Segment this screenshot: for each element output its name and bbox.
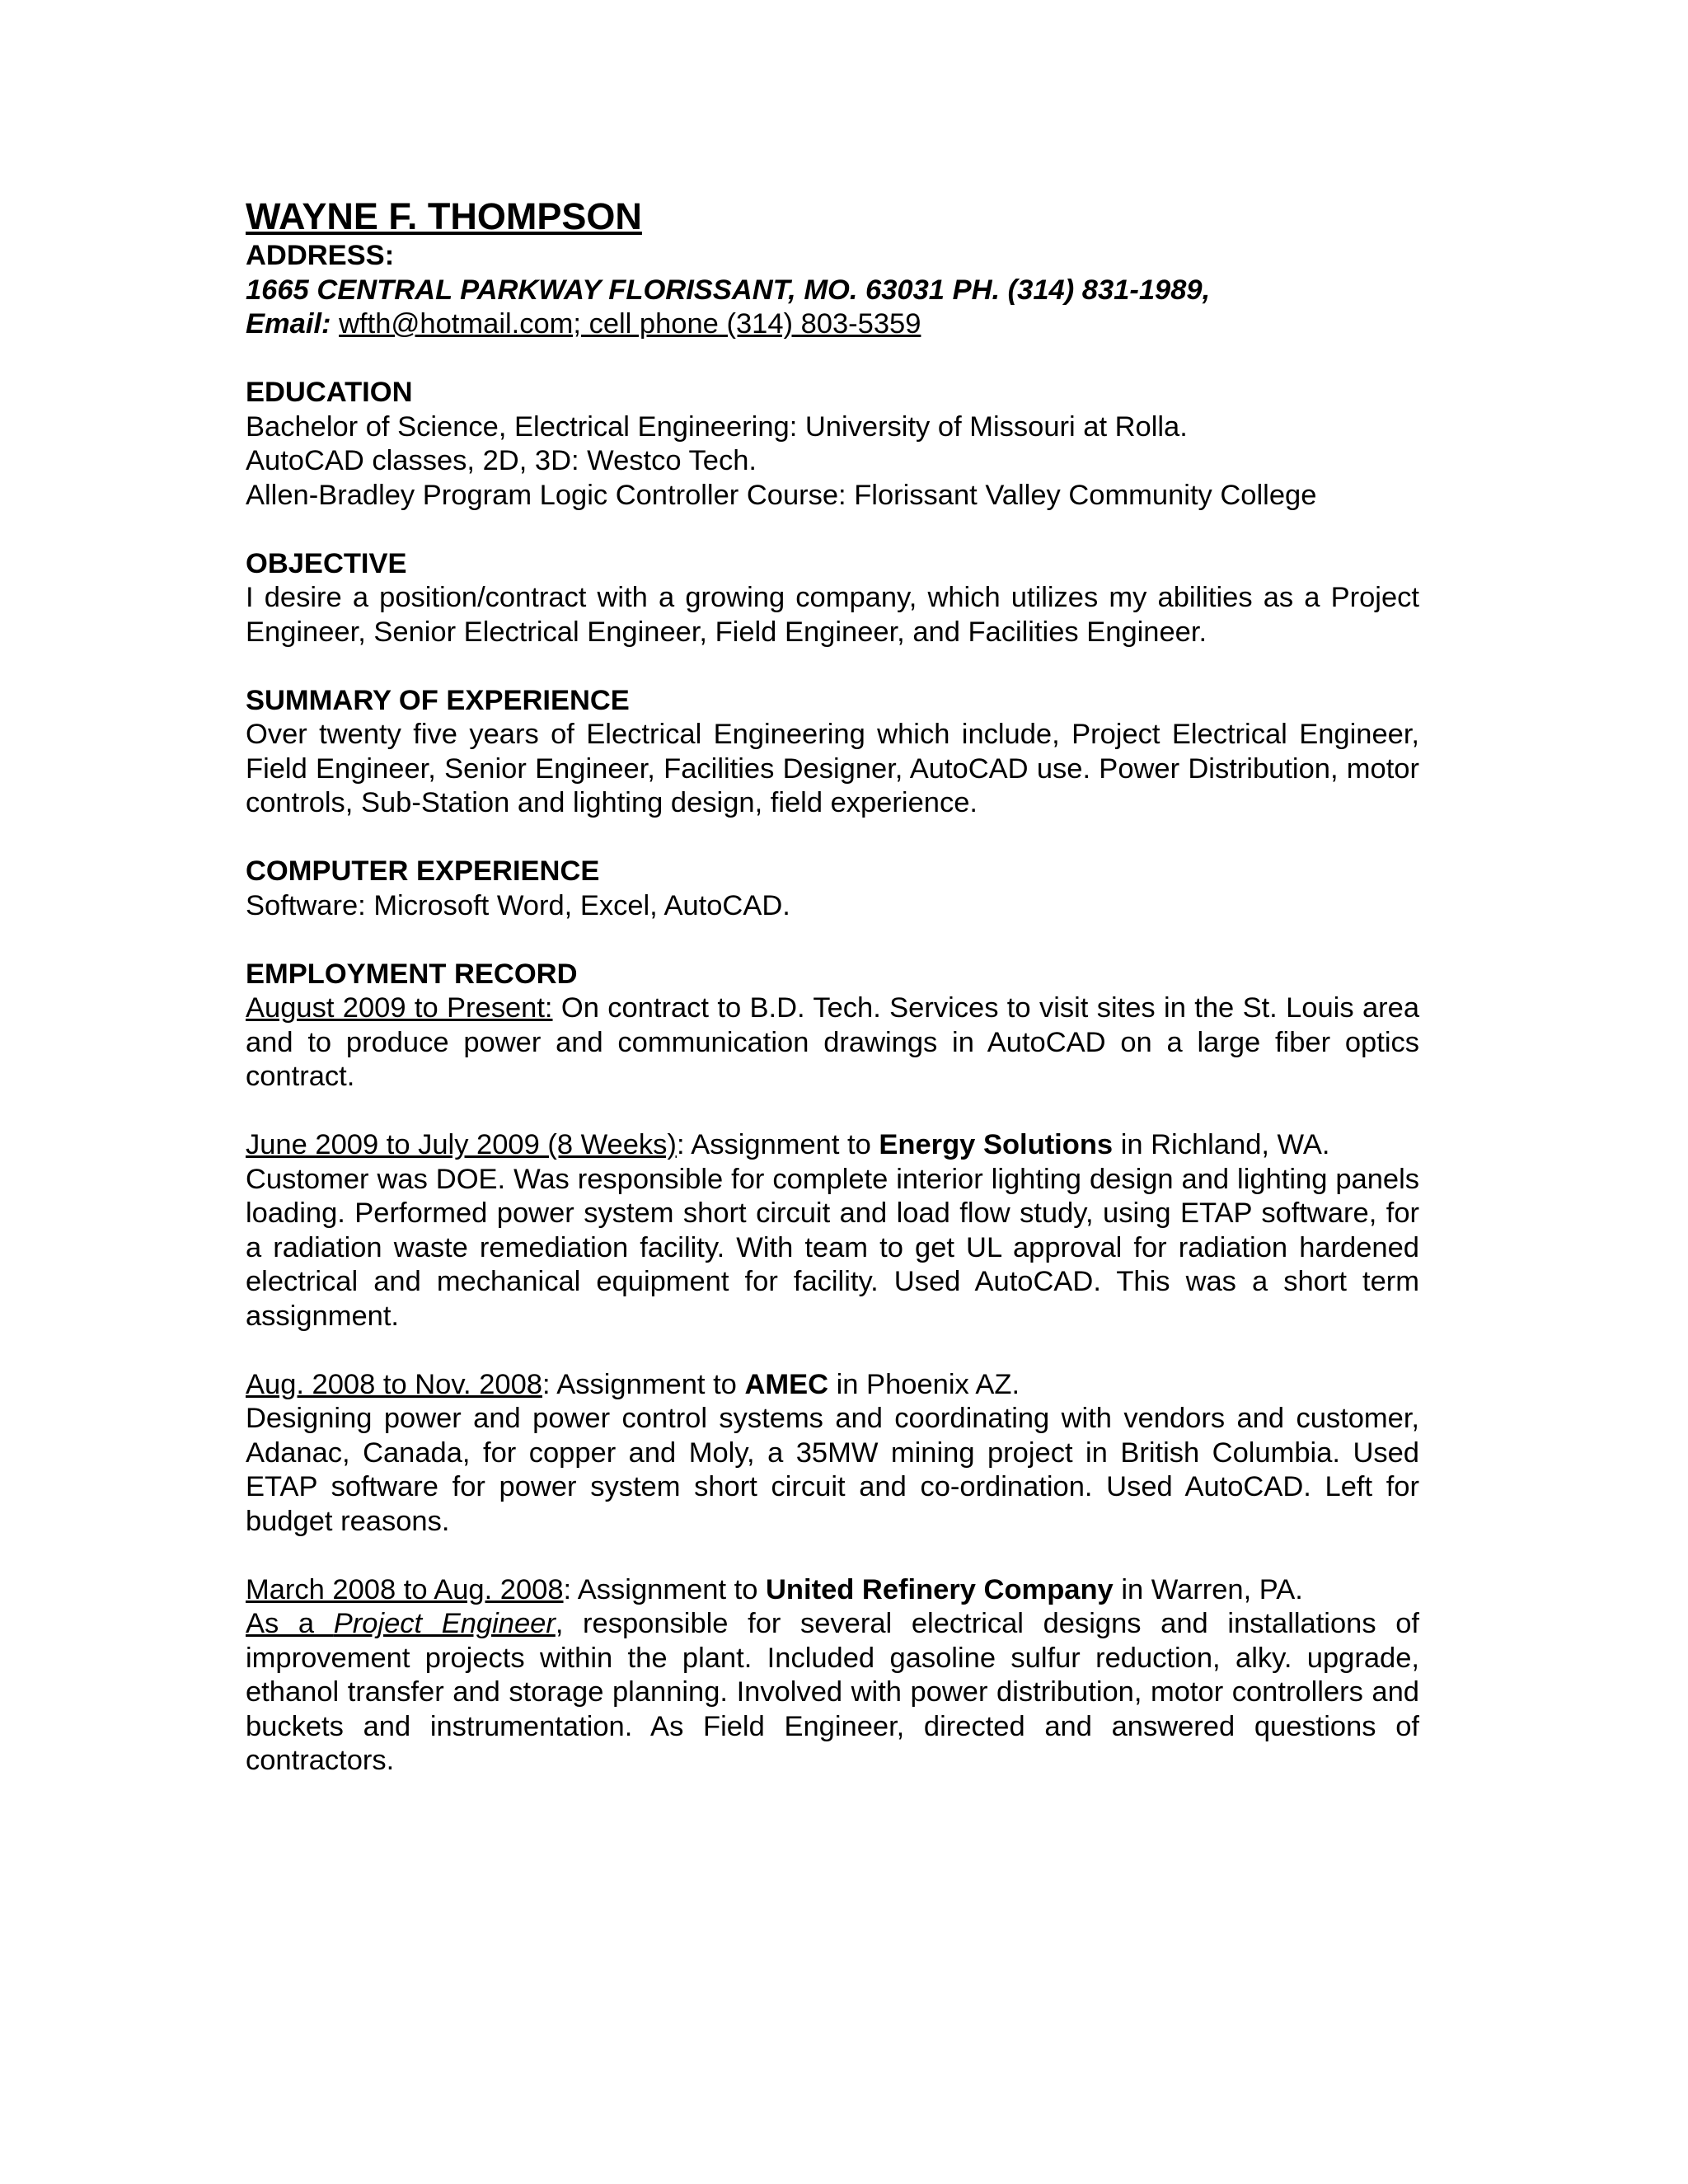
education-item: AutoCAD classes, 2D, 3D: Westco Tech. [246, 445, 757, 476]
job-title-line [246, 1128, 1419, 1163]
email-row [246, 307, 1419, 342]
job-dates: Aug. 2008 to Nov. 2008 [246, 1368, 542, 1400]
resume-header [246, 194, 1419, 342]
job-entry [246, 1573, 1419, 1779]
job-entry [246, 1368, 1419, 1540]
job-location: in Phoenix AZ. [828, 1368, 1020, 1400]
job-intro: : Assignment to [676, 1129, 879, 1160]
address-label: ADDRESS: [246, 240, 395, 271]
job-dates: March 2008 to Aug. 2008 [246, 1573, 564, 1605]
summary-section [246, 684, 1419, 821]
email-contact-link[interactable]: wfth@hotmail.com; cell phone (314) 803-5359 [339, 308, 921, 340]
summary-heading: SUMMARY OF EXPERIENCE [246, 684, 630, 716]
job-paragraph [246, 1607, 1419, 1779]
computer-text: Software: Microsoft Word, Excel, AutoCAD. [246, 889, 790, 921]
job-text: Designing power and power control systems and coordinating with vendors and customer, Adanac, Canada, for copper and Moly, a 35MW mining project in British Columbia. Used ETAP software for power system short circuit and co-ordination. Used AutoCAD. Left for budget reasons. [246, 1403, 1419, 1537]
objective-text: I desire a position/contract with a growing company, which utilizes my abilities as a Project Engineer, Senior Electrical Engineer, Field Engineer, and Facilities Engineer. [246, 582, 1419, 648]
job-paragraph [246, 991, 1419, 1094]
address-line: 1665 CENTRAL PARKWAY FLORISSANT, MO. 63031 PH. (314) 831-1989, [246, 274, 1211, 306]
objective-heading: OBJECTIVE [246, 547, 407, 579]
education-item: Bachelor of Science, Electrical Engineering: University of Missouri at Rolla. [246, 410, 1188, 443]
job-title-line [246, 1573, 1419, 1608]
job-intro: : Assignment to [542, 1368, 745, 1400]
summary-text: Over twenty five years of Electrical Engineering which include, Project Electrical Engineer, Field Engineer, Senior Engineer, Facilities Designer, AutoCAD use. Power Distribution, motor controls, Sub-Station and lighting design, field experience. [246, 719, 1419, 818]
job-text: , responsible for several electrical designs and installations of improvement projects within the plant. Included gasoline sulfur reduction, alky. upgrade, ethanol transfer and storage planning. Involved with power distribution, motor controllers and buckets and instrumentation. As Field Engineer, directed and answered questions of contractors. [246, 1608, 1419, 1776]
job-dates: August 2009 to Present: [246, 992, 553, 1024]
job-role-prefix: As a [246, 1608, 334, 1639]
resume-page [246, 194, 1419, 1779]
education-heading: EDUCATION [246, 377, 413, 408]
job-location: in Richland, WA. [1113, 1129, 1330, 1160]
job-title-line [246, 1368, 1419, 1403]
job-location: in Warren, PA. [1113, 1573, 1303, 1605]
employment-heading: EMPLOYMENT RECORD [246, 958, 578, 990]
job-company: AMEC [744, 1368, 829, 1400]
objective-section [246, 547, 1419, 650]
job-company: United Refinery Company [766, 1573, 1114, 1605]
job-entry [246, 991, 1419, 1094]
education-item: Allen-Bradley Program Logic Controller Course: Florissant Valley Community College [246, 479, 1317, 511]
employment-section [246, 958, 1419, 1779]
job-text: Customer was DOE. Was responsible for complete interior lighting design and lighting panels loading. Performed power system short circuit and load flow study, using ETAP software, for a radiation waste remediation facility. With team to get UL approval for radiation hardened electrical and mechanical equipment for facility. Used AutoCAD. This was a short term assignment. [246, 1163, 1419, 1332]
job-role: Project Engineer [333, 1608, 556, 1639]
job-company: Energy Solutions [879, 1129, 1114, 1160]
job-text: On contract to B.D. Tech. Services to visit sites in the St. Louis area and to produce power and communication drawings in AutoCAD on a large fiber optics contract. [246, 992, 1420, 1092]
job-entry [246, 1128, 1419, 1333]
job-intro: : Assignment to [563, 1573, 766, 1605]
computer-heading: COMPUTER EXPERIENCE [246, 855, 600, 887]
candidate-name: WAYNE F. THOMPSON [246, 195, 642, 237]
computer-section [246, 855, 1419, 923]
job-dates: June 2009 to July 2009 (8 Weeks) [246, 1129, 677, 1160]
education-section [246, 376, 1419, 513]
email-label: Email: [246, 308, 331, 340]
